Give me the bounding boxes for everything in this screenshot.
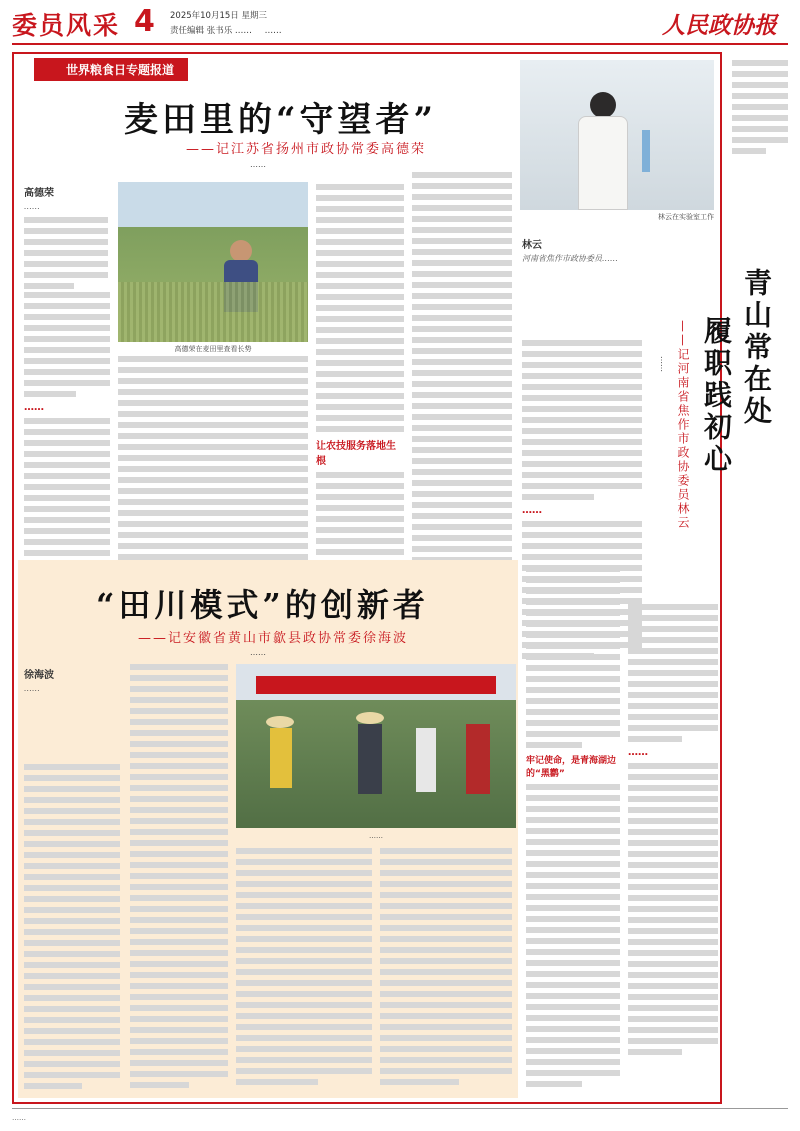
article3-bio-name: 林云 xyxy=(522,240,542,251)
article3-column-2 xyxy=(526,566,620,1092)
red-banner-in-photo xyxy=(256,676,496,694)
article1-subhead: ——记江苏省扬州市政协常委高德荣 xyxy=(186,142,427,157)
article2-subhead: ——记安徽省黄山市歙县政协常委徐海波 xyxy=(138,631,409,646)
masthead-rule xyxy=(12,43,788,45)
article3-section-1: …… xyxy=(522,505,542,516)
article1-byline: …… xyxy=(250,160,266,169)
footer-rule xyxy=(12,1108,788,1109)
article2-bio-box xyxy=(24,666,108,756)
article3-photo-caption: 林云在实验室工作 xyxy=(658,213,714,221)
straw-hat xyxy=(266,716,294,728)
special-report-banner xyxy=(34,58,188,81)
article2-bio-name: 徐海波 xyxy=(24,670,54,681)
article2-photo xyxy=(236,664,516,828)
article1-column-4 xyxy=(412,172,512,590)
article1-bio-text: …… xyxy=(24,202,40,211)
article1-headline: 麦田里的“守望者” xyxy=(124,100,438,140)
editor-credit: 责任编辑 张书乐 …… xyxy=(170,26,252,36)
article1-column-3 xyxy=(316,184,404,615)
article1-photo xyxy=(118,182,308,342)
contact-line: …… xyxy=(264,26,282,36)
person-red xyxy=(466,724,490,794)
article3-subhead: ——记河南省焦作市政协委员林云 xyxy=(676,320,690,530)
article2-bio-text: …… xyxy=(24,684,40,693)
article3-photo xyxy=(520,60,714,210)
article2-column-3 xyxy=(236,848,372,1090)
article2-column-2 xyxy=(130,664,228,1093)
article2-headline: “田川模式”的创新者 xyxy=(96,586,429,624)
article2-column-1 xyxy=(24,764,120,1094)
article3-headline-2: 履职践初心 xyxy=(700,316,733,476)
straw-hat-2 xyxy=(356,712,384,724)
researcher-hair xyxy=(590,92,616,118)
test-tube xyxy=(642,130,650,172)
article2-photo-caption: …… xyxy=(369,832,383,840)
wheat-field xyxy=(118,282,308,342)
newspaper-logo: 人民政协报 xyxy=(662,12,777,39)
issue-date: 2025年10月15日 星期三 xyxy=(170,11,267,21)
editor-line xyxy=(170,24,282,36)
article2-byline: …… xyxy=(250,648,266,657)
article3-byline: …… xyxy=(659,356,668,372)
article3-column-3 xyxy=(628,604,718,1060)
article1-section-2: 让农技服务落地生根 xyxy=(316,441,396,467)
article1-photo-caption: 高德荣在麦田里查看长势 xyxy=(174,345,252,353)
article3-headline-1: 青山常在处 xyxy=(740,268,773,428)
article1-bio-box xyxy=(24,184,108,280)
footer-text: …… xyxy=(12,1114,26,1122)
article2-column-4 xyxy=(380,848,512,1090)
person-white xyxy=(416,728,436,792)
article3-section-3: …… xyxy=(628,747,648,758)
article1-section-1: …… xyxy=(24,402,44,413)
farmer-head xyxy=(230,240,252,262)
person-yellow xyxy=(270,728,292,788)
article1-bio-name: 高德荣 xyxy=(24,188,54,199)
article3-bio-box xyxy=(522,236,632,316)
article3-section-2: 牢记使命，是青海湖边的“黑鹳” xyxy=(526,756,617,779)
side-note xyxy=(732,60,788,159)
section-title: 委员风采 xyxy=(12,11,121,40)
person-speaker xyxy=(358,724,382,794)
page-number: 4 xyxy=(134,4,155,39)
lab-coat xyxy=(578,116,628,210)
article3-bio-text: 河南省焦作市政协委员…… xyxy=(522,254,618,263)
special-report-label: 世界粮食日专题报道 xyxy=(66,63,175,77)
